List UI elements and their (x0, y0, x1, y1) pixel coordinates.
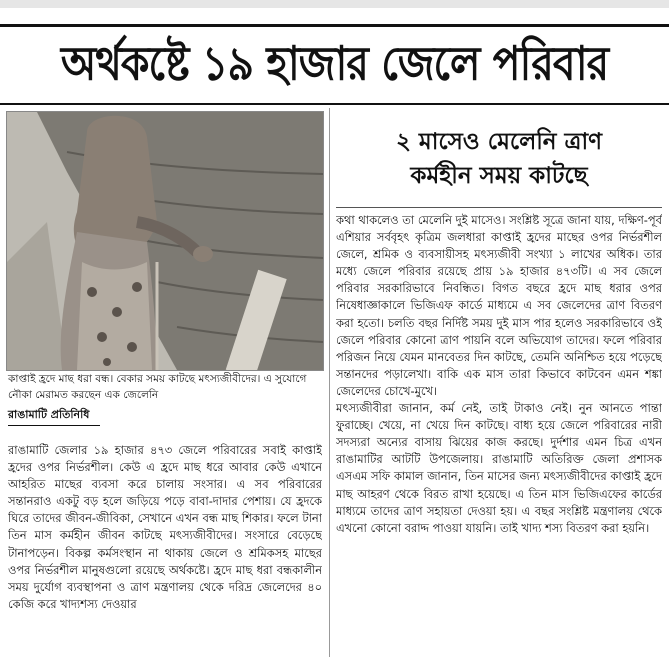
subheadline-line-1: ২ মাসেও মেলেনি ত্রাণ (395, 129, 603, 155)
body-paragraph-right-2: মৎস্যজীবীরা জানান, কর্ম নেই, তাই টাকাও নেই। নুন আনতে পান্তা ফুরাচ্ছে। খেয়ে, না খেয়ে দিন কাটছে। বাধ্য হয়ে জেলে পরিবারের নারী সদস্যরা অন্যের বাসায় ঝিয়ের কাজ করছে। দুর্দশার এমন চিত্র এখন রাঙামাটির আটটি উপজেলায়। রাঙামাটি অতিরিক্ত জেলা প্রশাসক এসএম সফি কামাল জানান, তিন মাসের জন্য মৎস্যজীবীদের কাপ্তাই হ্রদে মাছ আহরণ থেকে বিরত রাখা হয়েছে। এ তিন মাস ভিজিএফের কার্ডের মাধ্যমে তাদের ত্রাণ সহায়তা দেওয়া হয়। এ বছর সংশ্লিষ্ট মন্ত্রণালয় থেকে এখনো কোনো বরাদ্দ পাওয়া যায়নি। তাই খাদ্য শস্য বিতরণ করা হয়নি। (336, 401, 662, 535)
body-paragraph-right-1: কথা থাকলেও তা মেলেনি দুই মাসেও। সংশ্লিষ্ট সূত্রে জানা যায়, দক্ষিণ-পূর্ব এশিয়ার সর্ববৃহৎ কৃত্রিম জলধারা কাপ্তাই হ্রদের মাছের ওপর নির্ভরশীল জেলে, শ্রমিক ও ব্যবসায়ীসহ মৎস্যজীবী সংখ্যা ১ লাখের অধিক। তার মধ্যে জেলে পরিবার রয়েছে প্রায় ১৯ হাজার ৪৭৩টি। এ সব জেলে পরিবার সরকারিভাবে নিবন্ধিত। বিগত বছরে হ্রদে মাছ ধরার ওপর নিষেধাজ্ঞাকালে ভিজিএফ কার্ডে মাধ্যমে এ সব জেলেদের ত্রাণ বিতরণ করা হতো। চলতি বছর নির্দিষ্ট সময় দুই মাস পার হলেও সরকারিভাবে ওই জেলে পরিবার কোনো ত্রাণ পায়নি বলে অভিযোগ তাদের। ফলে পরিবার পরিজন নিয়ে যেমন মানবেতর দিন কাটছে, তেমনি অনিশ্চিত হয়ে পড়েছে সন্তানদের পড়ালেখা। বাকি এক মাস তারা কিভাবে কাটবেন এমন শঙ্কা জেলেদের চোখে-মুখে। (336, 213, 662, 398)
byline-underline (8, 425, 100, 426)
article-headline: অর্থকষ্টে ১৯ হাজার জেলে পরিবার (60, 35, 609, 91)
subheadline-bottom-rule (336, 207, 662, 208)
article-body-left-column (8, 442, 322, 654)
page-top-band (0, 0, 669, 8)
headline-bottom-rule (0, 103, 669, 105)
body-paragraph-left: রাঙামাটি জেলার ১৯ হাজার ৪৭৩ জেলে পরিবারের সবাই কাপ্তাই হ্রদের ওপর নির্ভরশীল। কেউ এ হ্রদে মাছ ধরে আবার কেউ এখানে আহরিত মাছের ব্যবসা করে চালায় সংসার। এ সব পরিবারের সন্তানরাও একটু বড় হলে জড়িয়ে পড়ে বাবা-দাদার পেশায়। যে হ্রদকে ঘিরে তাদের জীবন-জীবিকা, সেখানে এখন বন্ধ মাছ শিকার। ফলে টানা তিন মাস কর্মহীন জীবন কাটছে মৎস্যজীবীদের। সংসারে বেড়েছে টানাপড়েন। বিকল্প কর্মসংস্থান না থাকায় জেলে ও শ্রমিকসহ মাছের ওপর নির্ভরশীল মানুষগুলো রয়েছে অর্থকষ্টে। হ্রদে মাছ ধরা বন্ধকালীন সময় দুর্যোগ ব্যবস্থাপনা ও ত্রাণ মন্ত্রণালয় থেকে দরিদ্র জেলেদের ৪০ কেজি করে খাদ্যশস্য দেওয়ার (8, 443, 322, 611)
subheadline-line-2: কর্মহীন সময় কাটছে (410, 163, 588, 189)
article-subheadline (336, 111, 662, 207)
article-body-right-column (336, 212, 662, 654)
news-photo-fisherwoman-repairing-boat (6, 111, 324, 371)
photo-caption: কাপ্তাই হ্রদে মাছ ধরা বন্ধ। বেকার সময় কাটছে মৎস্যজীবীদের। এ সুযোগে নৌকা মেরামত করছেন এক জেলেনি (8, 373, 307, 401)
column-divider (329, 108, 330, 657)
headline-top-rule (0, 24, 669, 27)
byline: রাঙামাটি প্রতিনিধি (8, 408, 90, 421)
